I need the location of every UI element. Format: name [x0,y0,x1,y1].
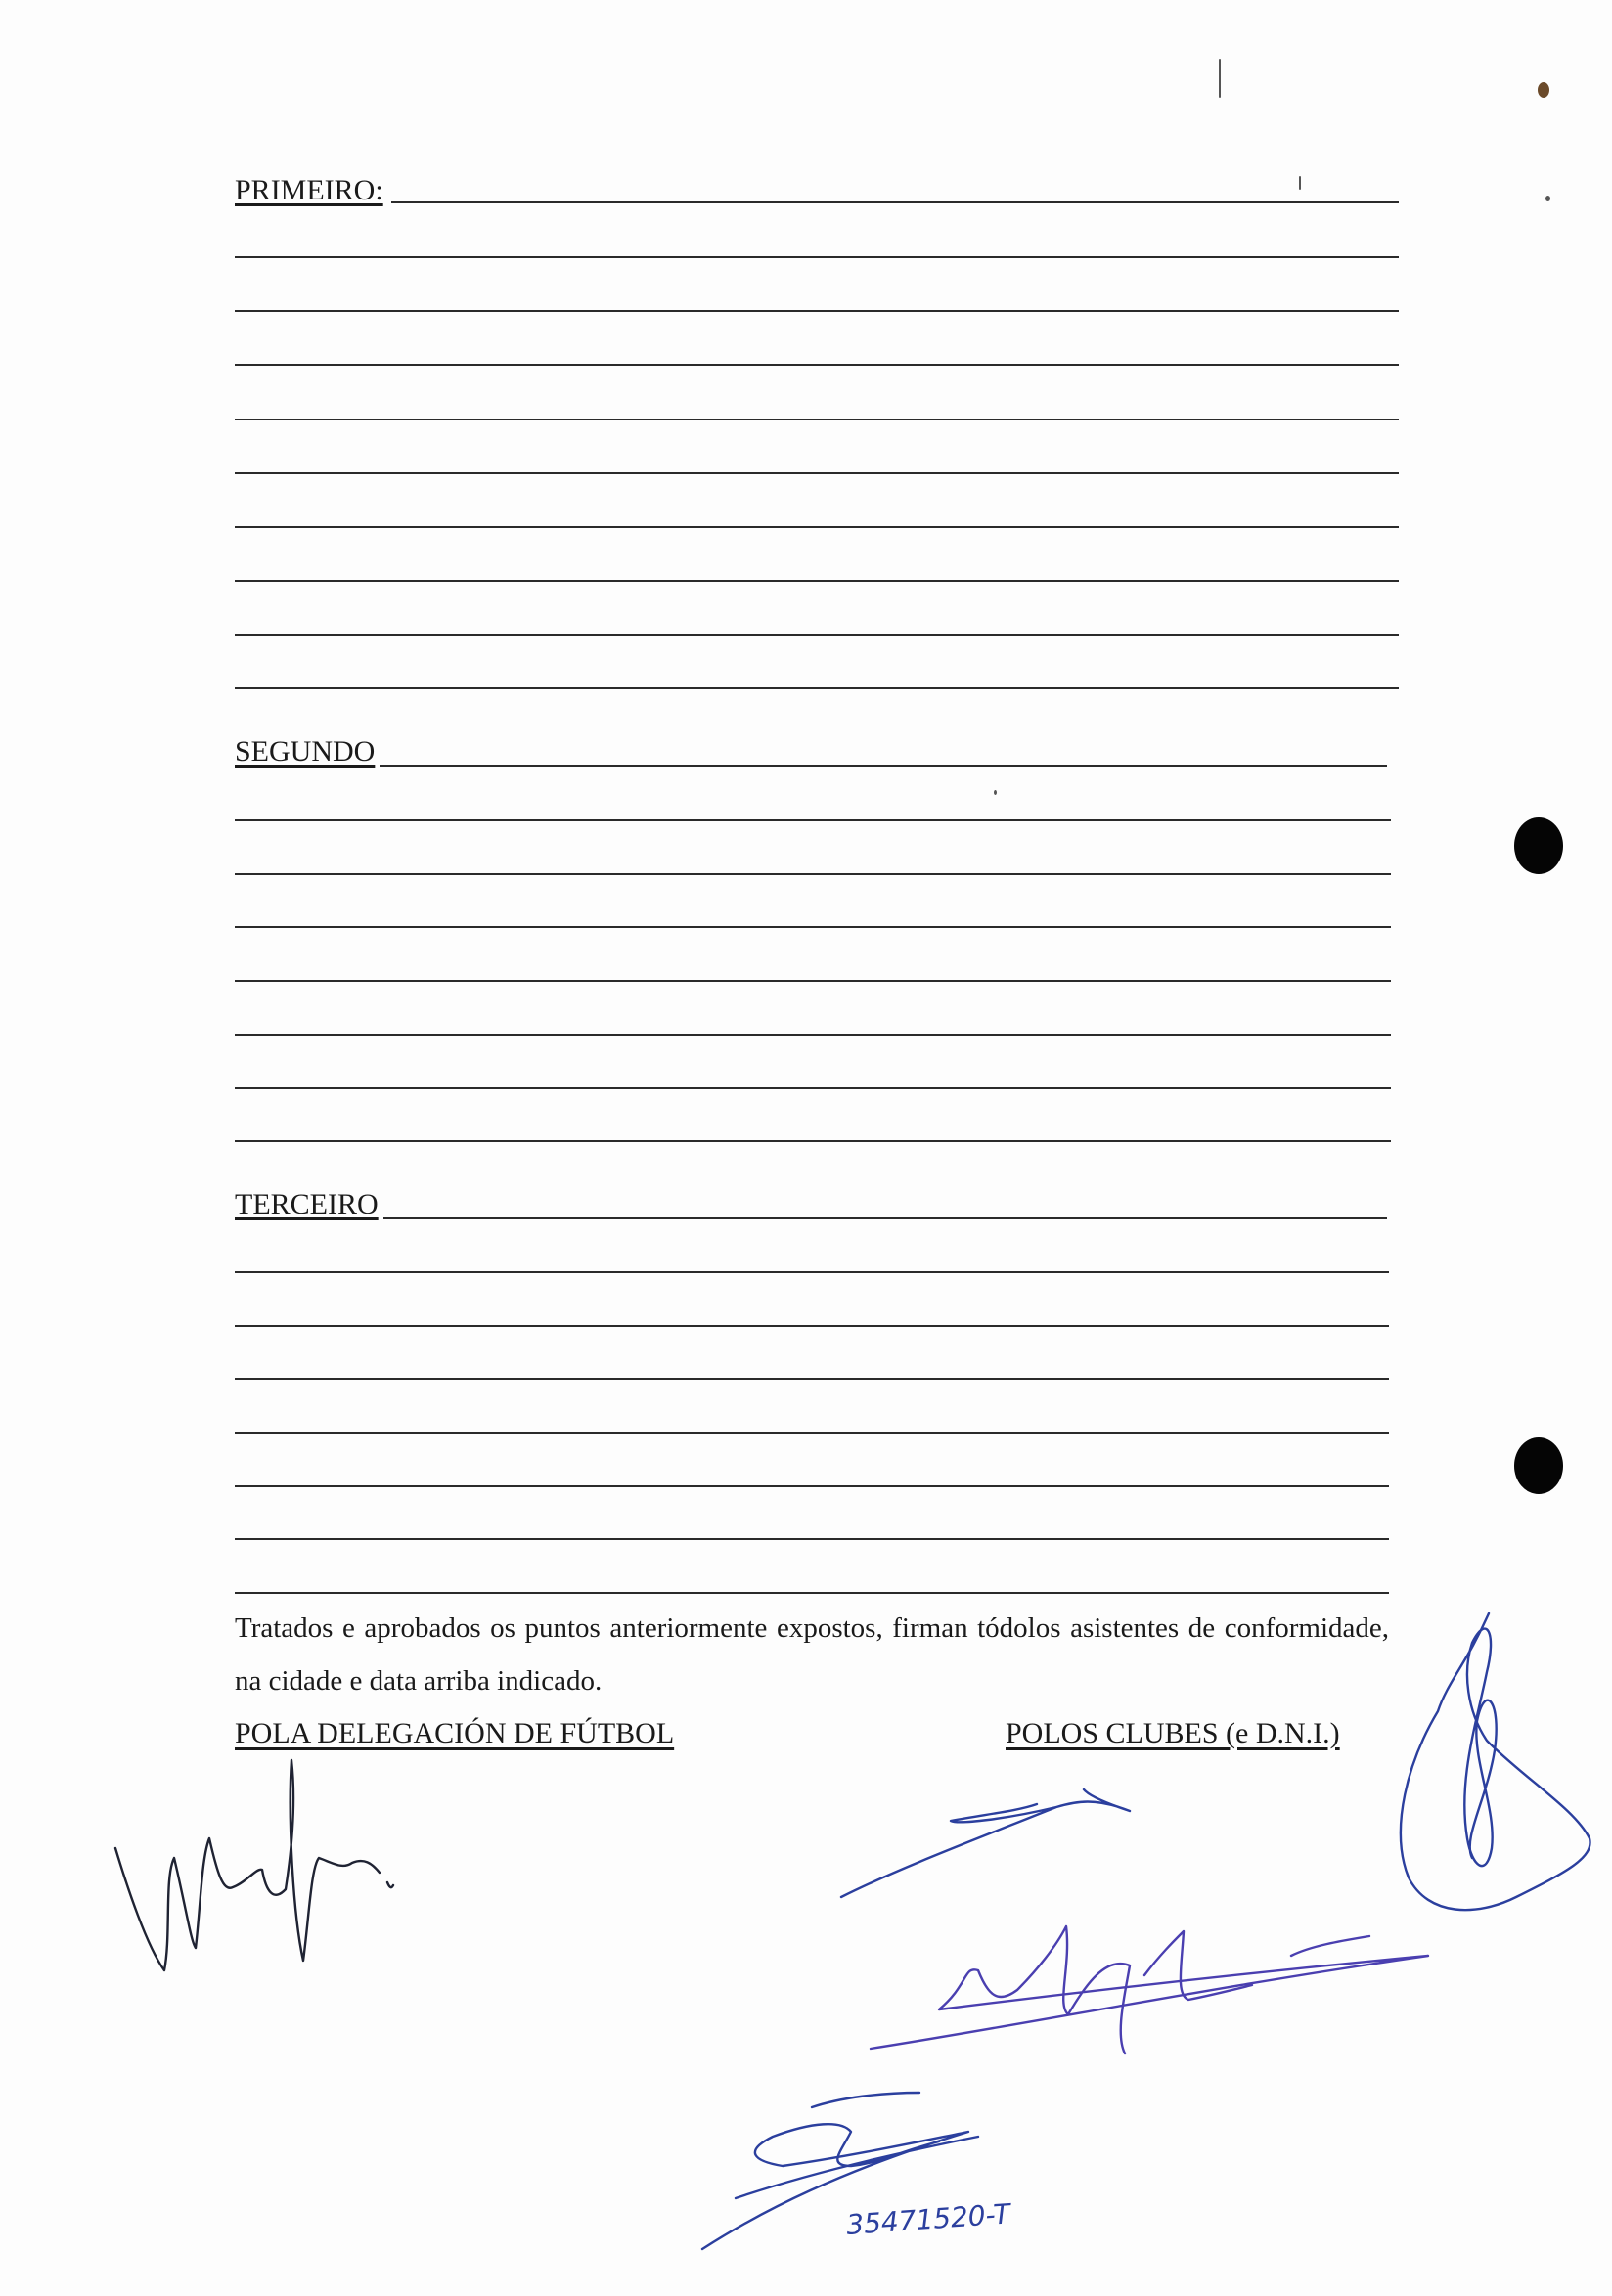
section-label-terceiro: TERCEIRO [235,1188,379,1220]
fill-line [235,1378,1389,1380]
fill-line [235,1432,1389,1434]
fill-line-segundo-first [380,765,1387,767]
fill-line [235,256,1399,258]
fill-line [235,472,1399,474]
fill-line [235,1325,1389,1327]
fill-line [235,1538,1389,1540]
fill-line [235,926,1391,928]
fill-line [235,819,1391,821]
fill-line [235,873,1391,875]
scan-speck [1219,59,1221,98]
fill-line [235,419,1399,420]
punch-hole-upper [1514,817,1563,874]
scan-speck [994,790,997,795]
handwritten-dni: 35471520-T [845,2197,1011,2241]
fill-line [235,1485,1389,1487]
delegation-signature-heading: POLA DELEGACIÓN DE FÚTBOL [235,1717,675,1749]
delegation-signature-stroke [115,1760,393,1970]
closing-statement: Tratados e aprobados os puntos anteriormente expostos, firman tódolos asistentes de conformidade, na cidade e data arriba indicado. [235,1612,1389,1697]
fill-line [235,1087,1391,1089]
fill-line [235,526,1399,528]
fill-line-primeiro-first [391,201,1399,203]
clubs-signature-heading: POLOS CLUBES (e D.N.I.) [1006,1717,1340,1749]
club-signature-2 [1401,1613,1590,1910]
section-label-primeiro: PRIMEIRO: [235,174,383,206]
scan-speck [1538,82,1549,98]
club-signature-1 [841,1789,1130,1897]
fill-line [235,1592,1389,1594]
scan-speck [1545,196,1550,201]
scan-speck [1299,176,1301,190]
fill-line [235,634,1399,636]
fill-line [235,364,1399,366]
fill-line [235,1140,1391,1142]
fill-line [235,980,1391,982]
fill-line [235,687,1399,689]
club-signature-3 [871,1926,1428,2053]
punch-hole-lower [1514,1437,1563,1494]
section-label-segundo: SEGUNDO [235,735,376,768]
club-signature-4 [702,2093,978,2249]
fill-line [235,310,1399,312]
fill-line [235,1271,1389,1273]
fill-line [235,1034,1391,1036]
fill-line [235,580,1399,582]
fill-line-terceiro-first [383,1217,1387,1219]
